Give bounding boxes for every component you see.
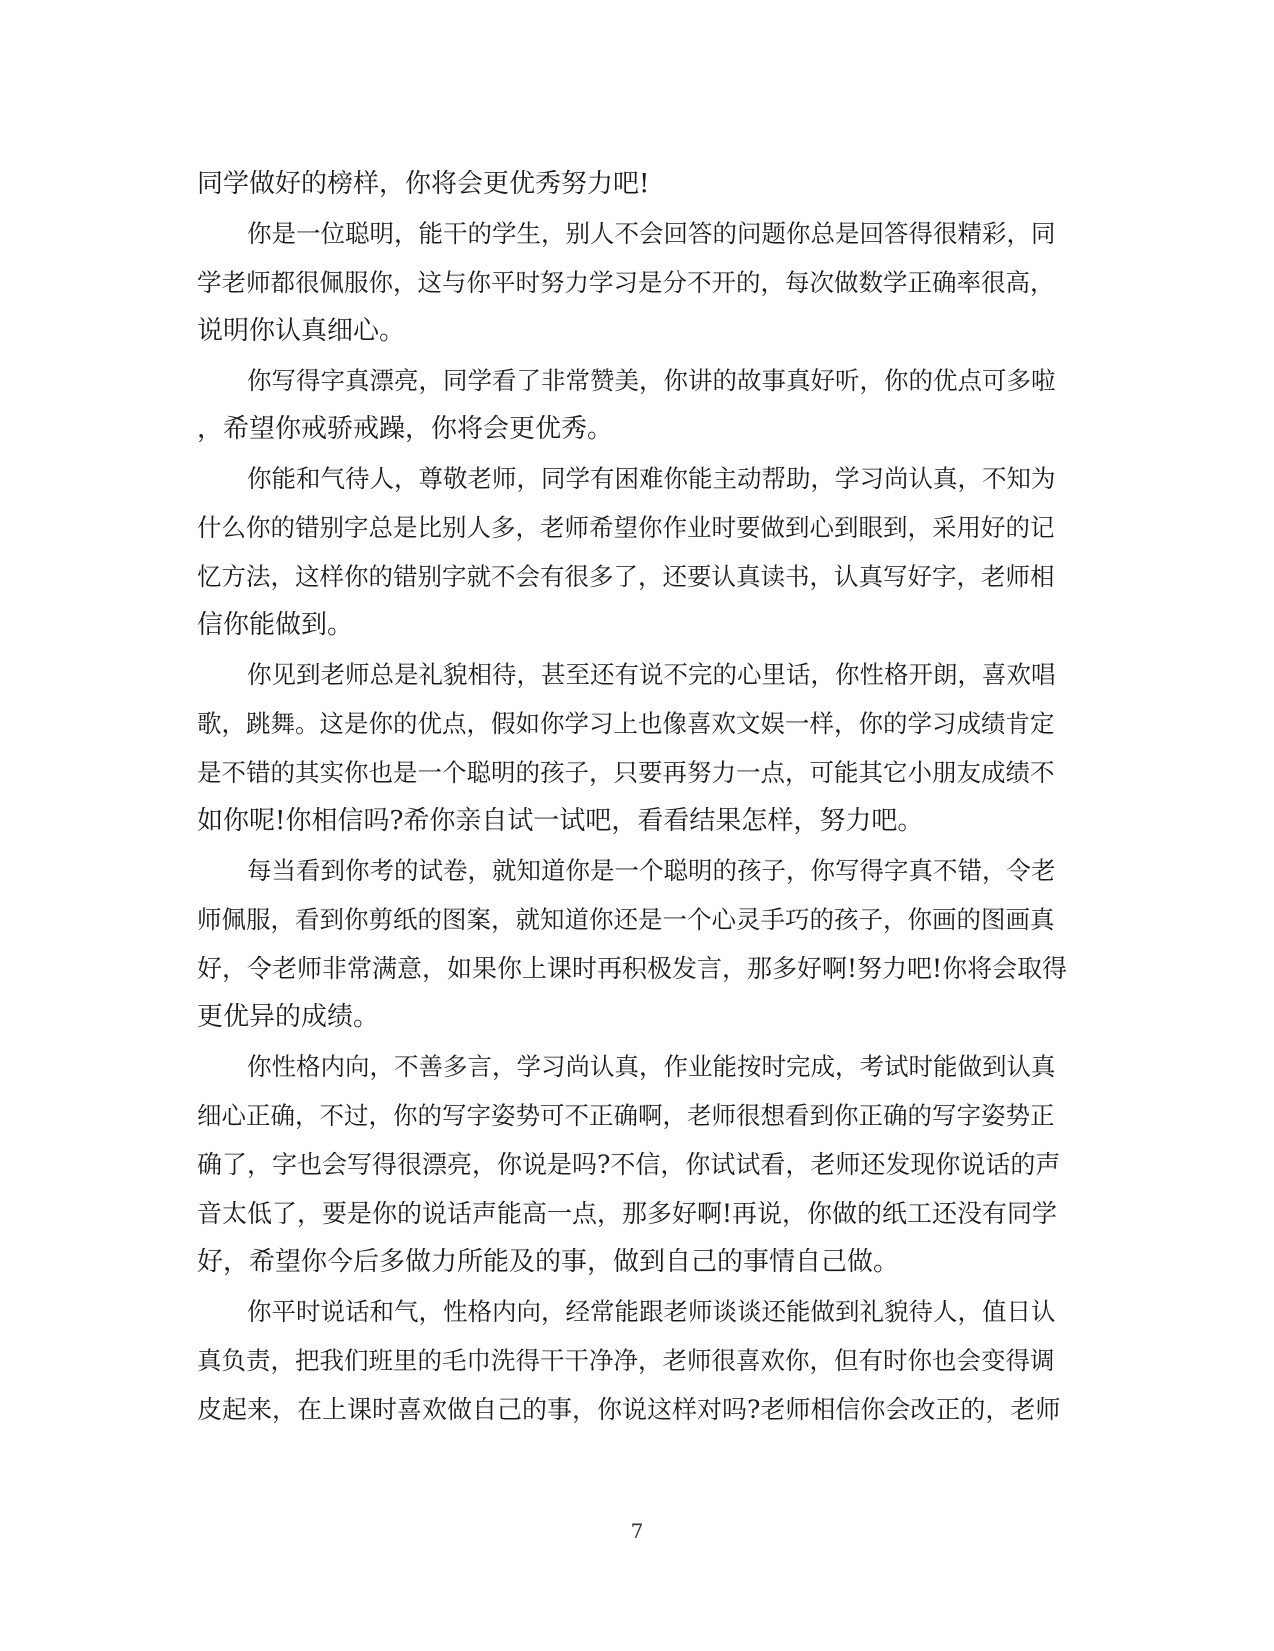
text-line: 你能和气待人，尊敬老师，同学有困难你能主动帮助，学习尚认真，不知为 bbox=[247, 464, 1056, 493]
text-line: 歌，跳舞。这是你的优点，假如你学习上也像喜欢文娱一样，你的学习成绩肯定 bbox=[197, 709, 1055, 738]
text-line: 好，希望你今后多做力所能及的事，做到自己的事情自己做。 bbox=[197, 1247, 900, 1277]
text-line: 你见到老师总是礼貌相待，甚至还有说不完的心里话，你性格开朗，喜欢唱 bbox=[247, 660, 1056, 689]
text-line: 是不错的其实你也是一个聪明的孩子，只要再努力一点，可能其它小朋友成绩不 bbox=[197, 758, 1055, 787]
text-line: 真负责，把我们班里的毛巾洗得干干净净，老师很喜欢你，但有时你也会变得调 bbox=[197, 1346, 1055, 1375]
text-line: 信你能做到。 bbox=[197, 610, 354, 640]
text-line: 你性格内向，不善多言，学习尚认真，作业能按时完成，考试时能做到认真 bbox=[247, 1052, 1056, 1081]
text-line: 师佩服，看到你剪纸的图案，就知道你还是一个心灵手巧的孩子，你画的图画真 bbox=[197, 905, 1055, 934]
text-line: 同学做好的榜样，你将会更优秀努力吧! bbox=[197, 169, 650, 199]
text-line: ，希望你戒骄戒躁，你将会更优秀。 bbox=[197, 414, 614, 444]
text-line: 更优异的成绩。 bbox=[197, 1002, 380, 1032]
text-line: 确了，字也会写得很漂亮，你说是吗?不信，你试试看，老师还发现你说话的声 bbox=[197, 1150, 1061, 1179]
text-line: 你是一位聪明，能干的学生，别人不会回答的问题你总是回答得很精彩，同 bbox=[247, 219, 1056, 248]
text-line: 说明你认真细心。 bbox=[197, 316, 406, 346]
text-line: 细心正确，不过，你的写字姿势可不正确啊，老师很想看到你正确的写字姿势正 bbox=[197, 1101, 1055, 1130]
text-line: 你写得字真漂亮，同学看了非常赞美，你讲的故事真好听，你的优点可多啦 bbox=[247, 366, 1056, 395]
page-number: 7 bbox=[630, 1519, 644, 1543]
text-line: 学老师都很佩服你，这与你平时努力学习是分不开的，每次做数学正确率很高， bbox=[197, 268, 1055, 297]
body-text bbox=[197, 160, 1069, 1434]
text-line: 好，令老师非常满意，如果你上课时再积极发言，那多好啊!努力吧!你将会取得 bbox=[197, 954, 1068, 983]
text-line: 如你呢!你相信吗?希你亲自试一试吧，看看结果怎样，努力吧。 bbox=[197, 806, 924, 836]
text-line: 音太低了，要是你的说话声能高一点，那多好啊!再说，你做的纸工还没有同学 bbox=[197, 1199, 1058, 1228]
text-line: 忆方法，这样你的错别字就不会有很多了，还要认真读书，认真写好字，老师相 bbox=[197, 562, 1055, 591]
text-line: 皮起来，在上课时喜欢做自己的事，你说这样对吗?老师相信你会改正的，老师 bbox=[197, 1395, 1061, 1424]
text-line: 每当看到你考的试卷，就知道你是一个聪明的孩子，你写得字真不错，令老 bbox=[247, 856, 1056, 885]
text-line: 你平时说话和气，性格内向，经常能跟老师谈谈还能做到礼貌待人，值日认 bbox=[247, 1297, 1056, 1326]
text-line: 什么你的错别字总是比别人多，老师希望你作业时要做到心到眼到，采用好的记 bbox=[197, 513, 1055, 542]
